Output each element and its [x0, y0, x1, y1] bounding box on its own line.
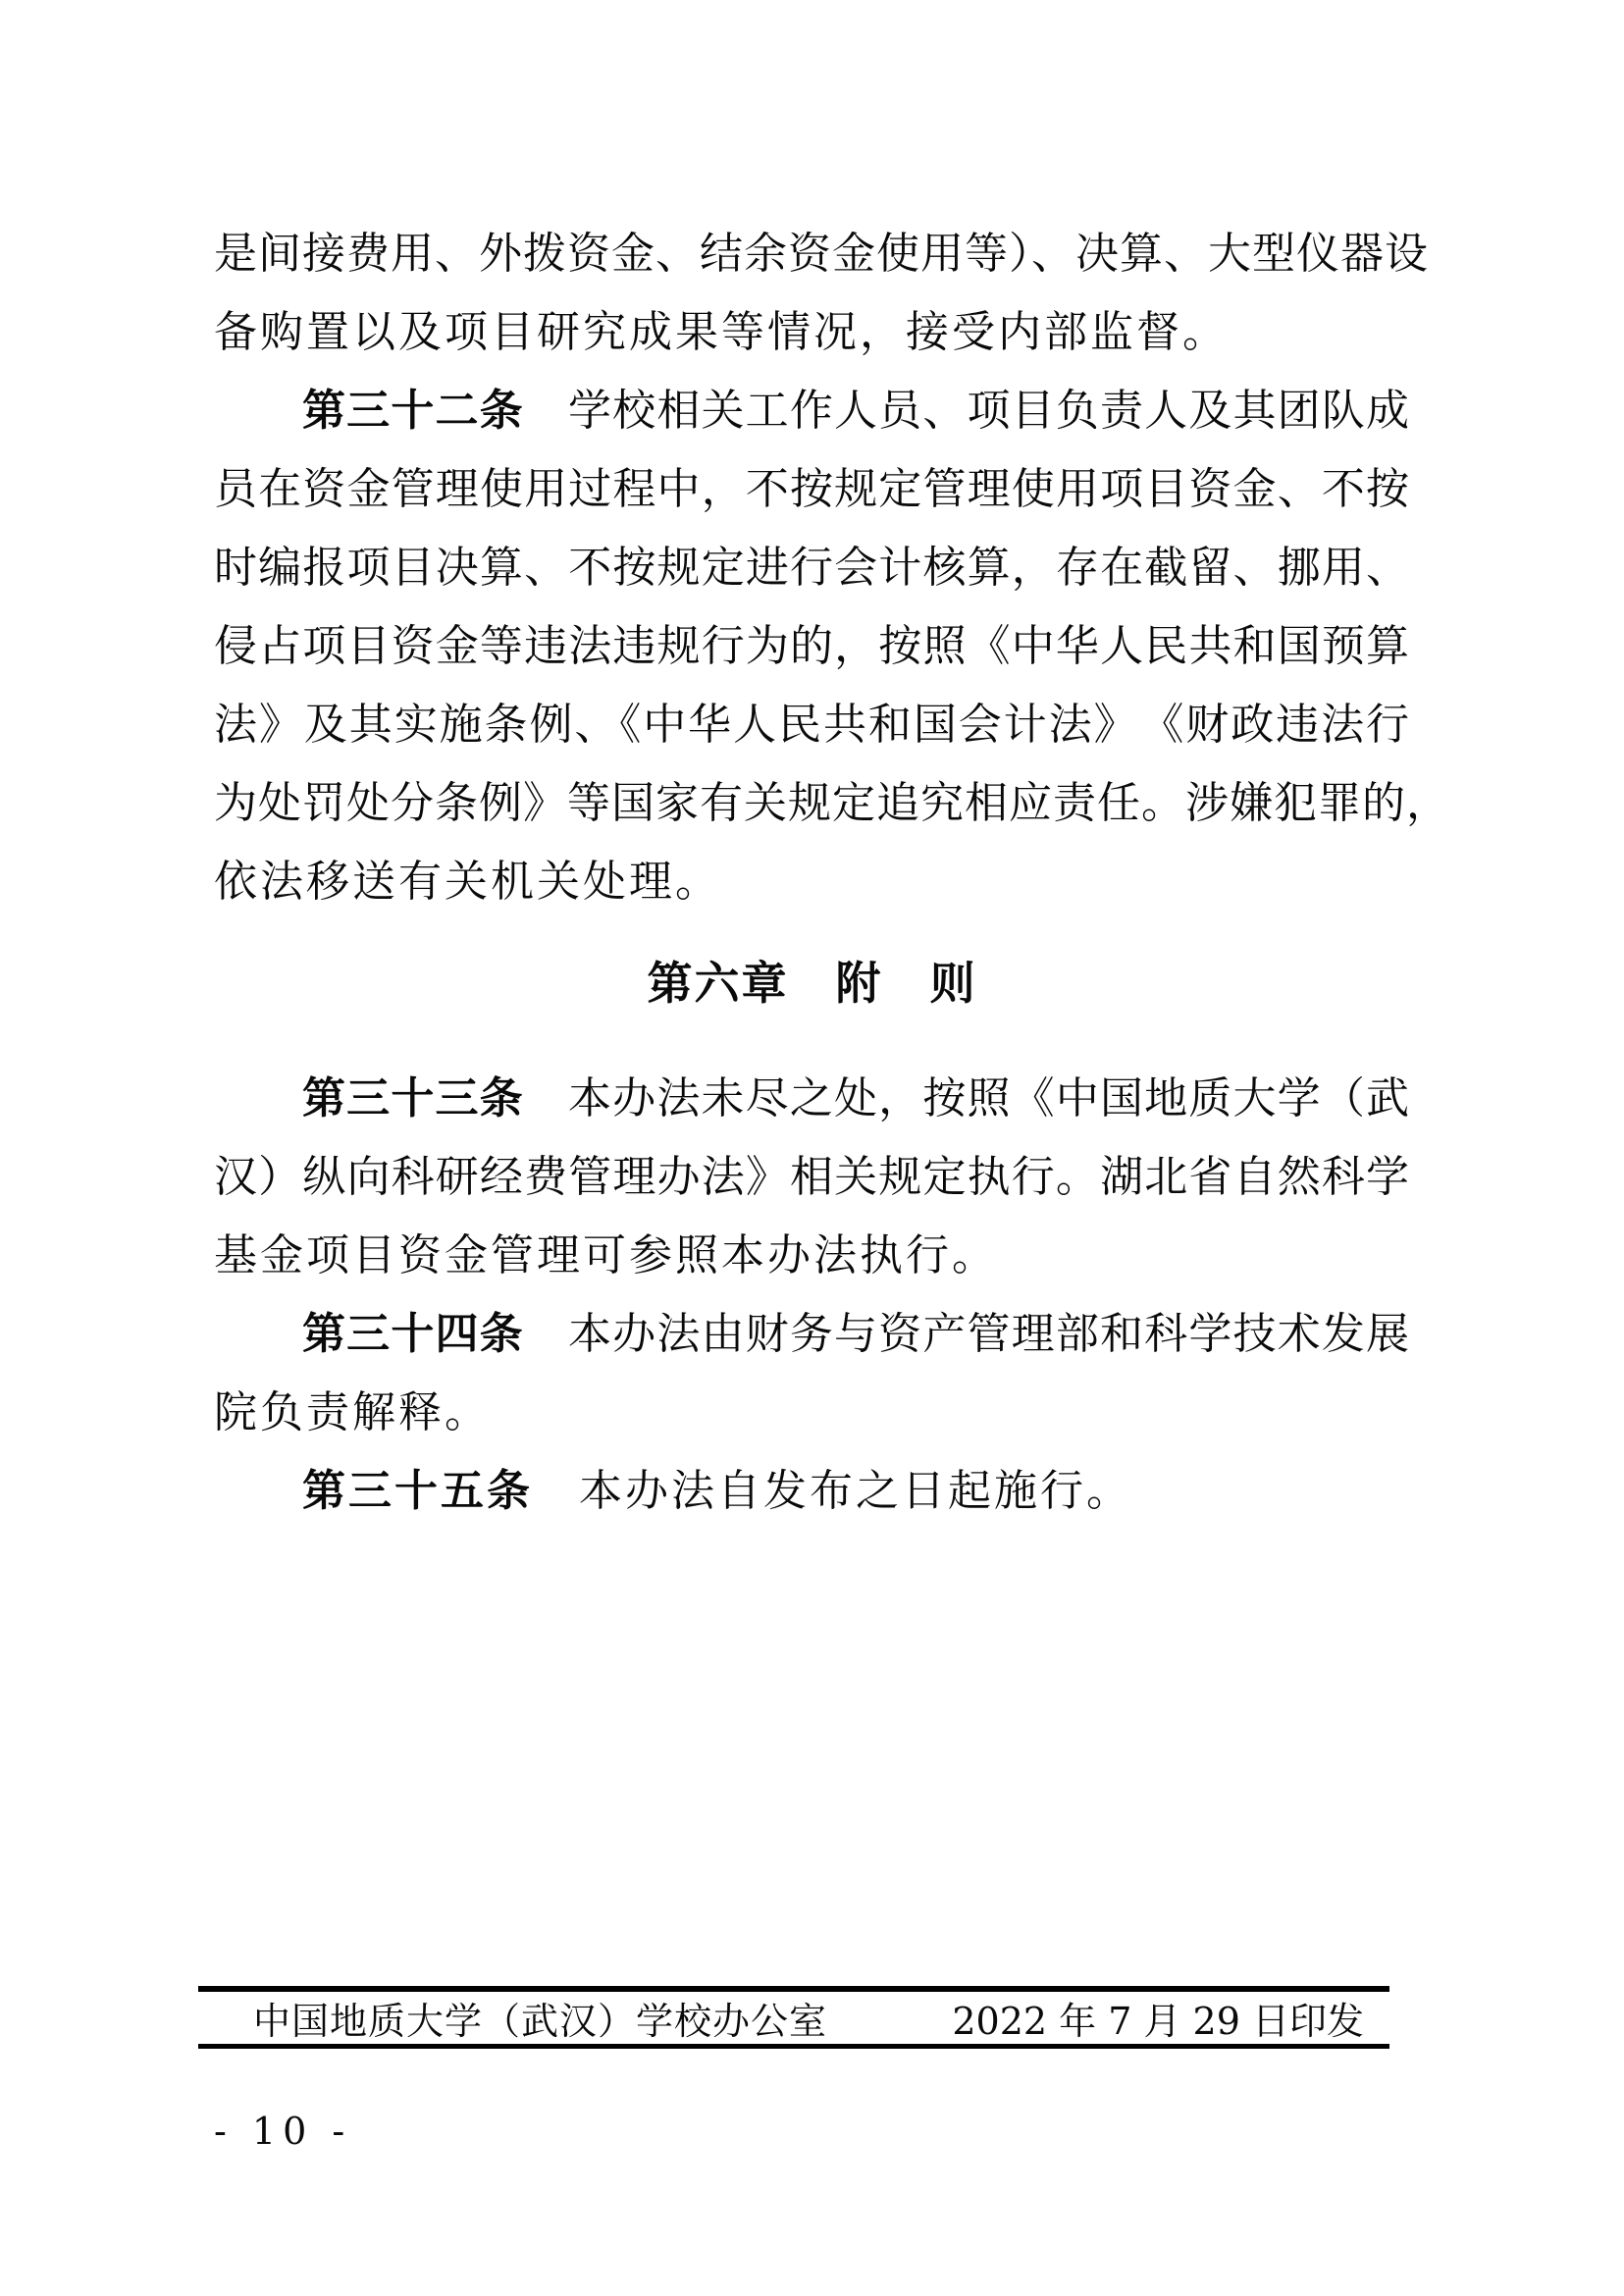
body-line: 汉）纵向科研经费管理办法》相关规定执行。湖北省自然科学	[214, 1152, 1410, 1202]
body-line: 第三十二条 学校相关工作人员、项目负责人及其团队成	[302, 386, 1411, 436]
body-line: 为处罚处分条例》等国家有关规定追究相应责任。涉嫌犯罪的，	[214, 778, 1450, 828]
body-line: 第三十四条 本办法由财务与资产管理部和科学技术发展	[302, 1309, 1411, 1359]
chapter-heading: 第六章 附 则	[647, 957, 977, 1010]
article-number: 第三十三条	[302, 1073, 524, 1123]
body-line: 备购置以及项目研究成果等情况，接受内部监督。	[214, 307, 1229, 357]
body-line: 基金项目资金管理可参照本办法执行。	[214, 1230, 998, 1280]
footer-colophon	[198, 1986, 1389, 2049]
article-number: 第三十二条	[302, 386, 524, 436]
body-line: 依法移送有关机关处理。	[214, 857, 721, 907]
body-line: 法》及其实施条例、《中华人民共和国会计法》 《财政违法行	[214, 700, 1410, 750]
body-line: 院负责解释。	[214, 1387, 491, 1437]
page-number: - 10 -	[214, 2110, 352, 2153]
body-line: 第三十三条 本办法未尽之处，按照《中国地质大学（武	[302, 1073, 1411, 1123]
footer-print-date: 2022 年 7 月 29 日印发	[952, 2000, 1364, 2043]
body-line: 时编报项目决算、不按规定进行会计核算，存在截留、挪用、	[214, 543, 1410, 593]
document-body	[214, 215, 1450, 1531]
body-line: 第三十五条 本办法自发布之日起施行。	[302, 1466, 1132, 1516]
footer-issuer: 中国地质大学（武汉）学校办公室	[253, 2000, 828, 2043]
body-line: 是间接费用、外拨资金、结余资金使用等）、决算、大型仪器设	[214, 229, 1429, 279]
article-number: 第三十四条	[302, 1309, 524, 1359]
body-line: 侵占项目资金等违法违规行为的，按照《中华人民共和国预算	[214, 621, 1410, 671]
article-number: 第三十五条	[302, 1466, 533, 1516]
body-line: 员在资金管理使用过程中，不按规定管理使用项目资金、不按	[214, 464, 1410, 514]
